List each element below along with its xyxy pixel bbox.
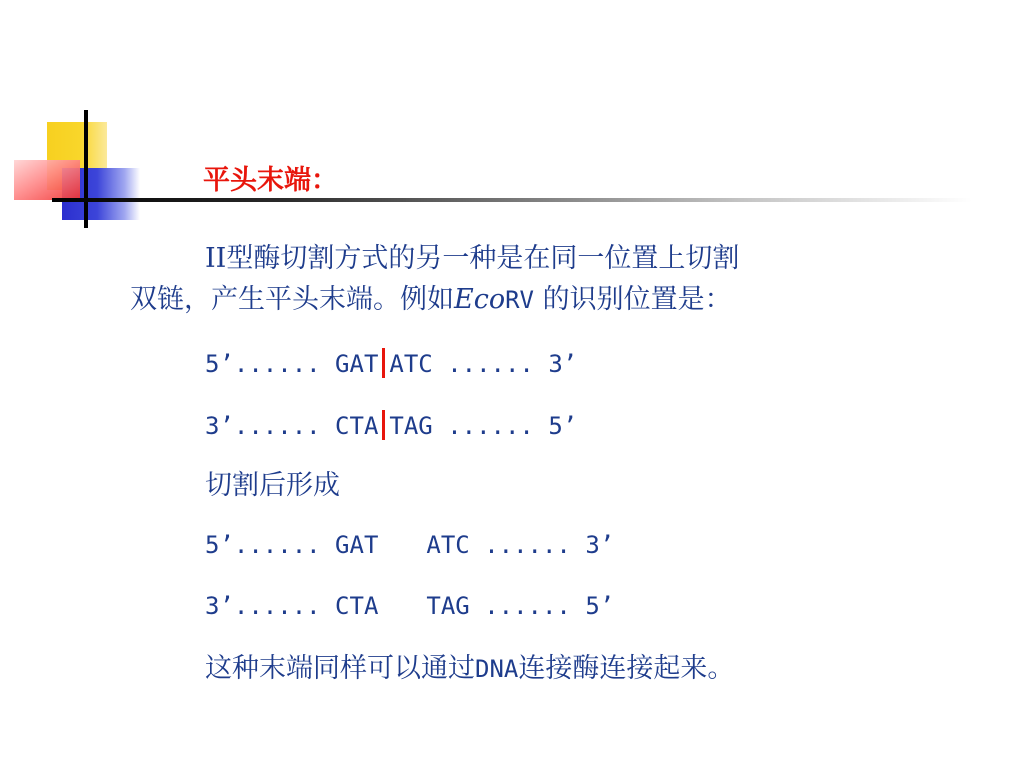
intro-line-2-prefix: 双链，产生平头末端。例如 xyxy=(130,284,454,315)
slide-title: 平头末端： xyxy=(203,165,338,196)
closing-prefix: 这种末端同样可以通过 xyxy=(205,653,475,684)
recognition-top-left: 5’...... GAT xyxy=(205,350,379,378)
recognition-bottom-left: 3’...... CTA xyxy=(205,412,379,440)
closing-line xyxy=(205,655,734,682)
recognition-bottom-right: TAG ...... 5’ xyxy=(389,412,578,440)
product-bottom-left: 3’...... CTA xyxy=(205,592,379,620)
closing-dna: DNA xyxy=(475,655,519,683)
enzyme-name-italic: Eco xyxy=(454,284,506,315)
enzyme-name-rest: RV xyxy=(505,286,534,314)
recognition-top-strand xyxy=(205,348,577,378)
cut-site-mark-top xyxy=(382,348,385,378)
intro-line-1 xyxy=(205,245,739,272)
product-top-right: ATC ...... 3’ xyxy=(426,531,615,559)
intro-line-2 xyxy=(130,286,732,313)
intro-line-1-text: II型酶切割方式的另一种是在同一位置上切割 xyxy=(205,243,740,274)
decorative-red-square xyxy=(14,160,80,200)
decorative-horizontal-rule xyxy=(52,198,972,202)
closing-suffix: 连接酶连接起来。 xyxy=(518,653,735,684)
product-top-left: 5’...... GAT xyxy=(205,531,379,559)
product-bottom-strand xyxy=(205,594,614,618)
decorative-vertical-line xyxy=(84,110,88,228)
product-top-strand xyxy=(205,533,614,557)
product-bottom-right: TAG ...... 5’ xyxy=(426,592,615,620)
intro-line-2-suffix: 的识别位置是： xyxy=(534,284,732,315)
recognition-top-right: ATC ...... 3’ xyxy=(389,350,578,378)
recognition-bottom-strand xyxy=(205,410,577,440)
cut-site-mark-bottom xyxy=(382,410,385,440)
after-cut-label: 切割后形成 xyxy=(205,470,340,501)
